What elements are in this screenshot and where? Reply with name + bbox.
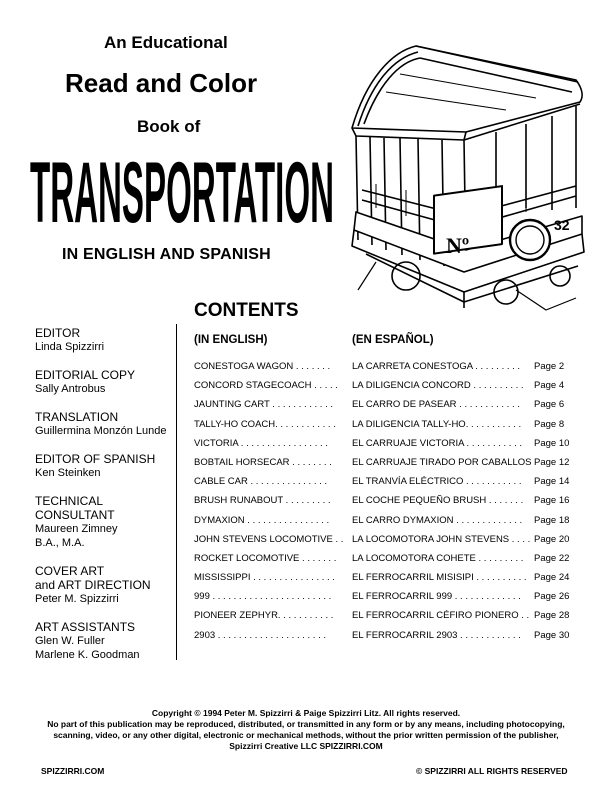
contents-entry-spanish: EL CARRO DE PASEAR . . . . . . . . . . . .: [352, 399, 520, 411]
contents-entry-english: DYMAXION . . . . . . . . . . . . . . . .: [194, 514, 330, 526]
notice-line: No part of this publication may be reproduced, distributed, or transmitted in any form or by any means, including photocopying,: [47, 719, 565, 729]
contents-entry-page: Page 22: [534, 552, 570, 564]
contents-entry-spanish: EL FERROCARRIL MISISIPI . . . . . . . . . .: [352, 572, 527, 584]
credit-name: Peter M. Spizzirri: [35, 593, 119, 605]
copyright-notice: [36, 708, 576, 752]
contents-entry-english: 999 . . . . . . . . . . . . . . . . . . . . . . .: [194, 591, 332, 603]
contents-row: [194, 534, 580, 553]
credit-editor-of-spanish: [35, 452, 175, 480]
contents-entry-english: CONESTOGA WAGON . . . . . . .: [194, 361, 331, 372]
notice-line: scanning, video, or any other digital, electronic or mechanical methods, without the prior written permission of the publisher,: [53, 730, 559, 740]
contents-row: [194, 419, 580, 438]
contents-row: [194, 610, 580, 629]
credit-name: Maureen Zimney B.A., M.A.: [35, 523, 118, 549]
contents-entry-spanish: EL CARRUAJE VICTORIA . . . . . . . . . . .: [352, 437, 522, 449]
contents-row: [194, 380, 580, 399]
credit-name: Sally Antrobus: [35, 383, 106, 395]
credit-name: Glen W. Fuller Marlene K. Goodman: [35, 635, 140, 661]
column-divider: [176, 324, 177, 660]
footer-rights: © SPIZZIRRI ALL RIGHTS RESERVED: [416, 766, 568, 776]
subtitle: IN ENGLISH AND SPANISH: [62, 246, 271, 263]
contents-entry-spanish: LA DILIGENCIA TALLY-HO. . . . . . . . . . .: [352, 418, 522, 430]
credit-art-assistants: [35, 620, 175, 662]
contents-entry-english: CONCORD STAGECOACH . . . . .: [194, 380, 338, 392]
credits-list: [35, 326, 175, 676]
contents-entry-english: TALLY-HO COACH. . . . . . . . . . . .: [194, 418, 336, 430]
car-number: 32: [554, 217, 570, 233]
contents-entry-english: BOBTAIL HORSECAR . . . . . . . .: [194, 456, 332, 468]
trolley-car-illustration: [346, 40, 586, 318]
contents-row: [194, 553, 580, 572]
contents-entry-page: Page 30: [534, 629, 570, 641]
contents-entry-page: Page 14: [534, 476, 570, 488]
contents-heading: CONTENTS: [194, 300, 299, 321]
title-line-read-and-color: Read and Color: [65, 68, 258, 98]
contents-entry-english: PIONEER ZEPHYR. . . . . . . . . . .: [194, 610, 334, 622]
contents-row: [194, 438, 580, 457]
credit-name: Linda Spizzirri: [35, 341, 105, 353]
contents-entry-english: BRUSH RUNABOUT . . . . . . . . .: [194, 495, 331, 507]
contents-row: [194, 515, 580, 534]
title-line-educational: An Educational: [104, 33, 228, 52]
contents-entry-english: JAUNTING CART . . . . . . . . . . . .: [194, 399, 334, 411]
contents-entry-page: Page 18: [534, 514, 570, 526]
credit-cover-art: [35, 564, 175, 606]
contents-row: [194, 457, 580, 476]
credit-role: TRANSLATION: [35, 410, 119, 424]
contents-entry-page: Page 2: [534, 361, 565, 372]
contents-entry-page: Page 28: [534, 610, 570, 622]
contents-entry-page: Page 6: [534, 399, 565, 411]
credit-name: Guillermina Monzón Lunde: [35, 425, 167, 437]
main-title: [30, 148, 340, 236]
contents-entry-page: Page 26: [534, 591, 570, 603]
contents-row: [194, 495, 580, 514]
contents-entry-spanish: EL TRANVÍA ELÉCTRICO . . . . . . . . . . .: [352, 476, 522, 488]
contents-entry-page: Page 8: [534, 418, 565, 430]
contents-entry-spanish: LA LOCOMOTORA COHETE . . . . . . . . .: [352, 552, 524, 564]
contents-entry-spanish: EL COCHE PEQUEÑO BRUSH . . . . . . .: [352, 495, 524, 507]
number-plate-label: Nº: [446, 233, 470, 258]
credit-role: ART ASSISTANTS: [35, 620, 136, 634]
credit-role: EDITOR: [35, 326, 81, 340]
contents-entry-spanish: EL FERROCARRIL 2903 . . . . . . . . . . . .: [352, 629, 521, 641]
credit-technical-consultant: [35, 494, 175, 550]
notice-line: Spizzirri Creative LLC SPIZZIRRI.COM: [229, 741, 383, 751]
credit-role: TECHNICAL CONSULTANT: [35, 494, 115, 522]
credit-role: EDITORIAL COPY: [35, 368, 136, 382]
contents-entry-spanish: EL FERROCARRIL CÉFIRO PIONERO . .: [352, 610, 530, 622]
contents-entry-spanish: EL FERROCARRIL 999 . . . . . . . . . . . . .: [352, 591, 521, 603]
contents-row: [194, 630, 580, 649]
contents-entry-spanish: EL CARRO DYMAXION . . . . . . . . . . . . .: [352, 514, 523, 526]
credit-name: Ken Steinken: [35, 467, 101, 479]
credit-role: COVER ART and ART DIRECTION: [35, 564, 151, 592]
contents-row: [194, 572, 580, 591]
column-header-spanish: (EN ESPAÑOL): [352, 334, 434, 346]
contents-entry-english: VICTORIA . . . . . . . . . . . . . . . . .: [194, 437, 328, 449]
credit-translation: [35, 410, 175, 438]
contents-entry-page: Page 4: [534, 380, 565, 392]
contents-entry-page: Page 10: [534, 437, 570, 449]
contents-entry-spanish: LA CARRETA CONESTOGA . . . . . . . . .: [352, 361, 521, 372]
contents-entry-page: Page 24: [534, 572, 570, 584]
credit-editorial-copy: [35, 368, 175, 396]
contents-row: [194, 399, 580, 418]
footer-site-link[interactable]: SPIZZIRRI.COM: [41, 766, 105, 776]
contents-entry-spanish: LA LOCOMOTORA JOHN STEVENS . . . .: [352, 533, 531, 545]
contents-entry-spanish: LA DILIGENCIA CONCORD . . . . . . . . . .: [352, 380, 524, 392]
title-line-book-of: Book of: [137, 117, 201, 136]
column-header-english: (IN ENGLISH): [194, 334, 268, 346]
contents-row: [194, 476, 580, 495]
contents-entry-page: Page 20: [534, 533, 570, 545]
contents-entry-english: 2903 . . . . . . . . . . . . . . . . . . . . .: [194, 629, 326, 641]
contents-entry-spanish: EL CARRUAJE TIRADO POR CABALLOS: [352, 456, 532, 468]
contents-row: [194, 361, 580, 380]
contents-row: [194, 591, 580, 610]
credit-role: EDITOR OF SPANISH: [35, 452, 156, 466]
contents-entry-page: Page 16: [534, 495, 570, 507]
main-title-text: TRANSPORTATION: [30, 148, 334, 236]
contents-entry-english: ROCKET LOCOMOTIVE . . . . . . .: [194, 552, 337, 564]
contents-entry-page: Page 12: [534, 456, 570, 468]
contents-entry-english: CABLE CAR . . . . . . . . . . . . . . .: [194, 476, 328, 488]
credit-editor: [35, 326, 175, 354]
copyright-line: Copyright © 1994 Peter M. Spizzirri & Paige Spizzirri Litz. All rights reserved.: [151, 708, 461, 718]
contents-entry-english: JOHN STEVENS LOCOMOTIVE . .: [194, 533, 344, 545]
contents-entry-english: MISSISSIPPI . . . . . . . . . . . . . . . .: [194, 572, 335, 584]
contents-table: [194, 361, 580, 649]
